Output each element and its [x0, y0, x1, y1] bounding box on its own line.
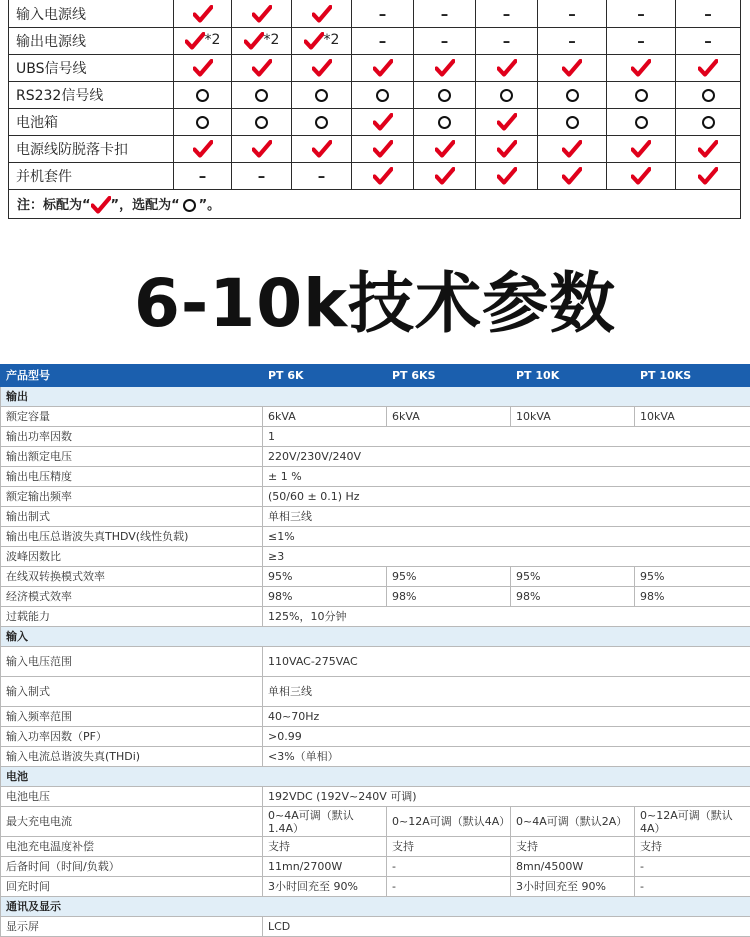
- row-label: 回充时间: [1, 877, 263, 897]
- cell: [232, 55, 292, 82]
- cell: [476, 28, 538, 55]
- cell: [607, 136, 676, 163]
- dash-symbol: –: [568, 32, 576, 50]
- dash-symbol: –: [704, 5, 712, 23]
- row-label: 电池充电温度补偿: [1, 837, 263, 857]
- table-row: [1, 787, 750, 807]
- cell: [174, 82, 232, 109]
- checkmark-icon: [304, 32, 324, 50]
- cell: [676, 0, 741, 28]
- checkmark-icon: [373, 59, 393, 77]
- section-comm: [1, 897, 750, 917]
- table-row: [9, 55, 741, 82]
- row-label: 输出电压总谐波失真THDV(线性负载): [1, 527, 263, 547]
- cell: [352, 28, 414, 55]
- table-row: [1, 407, 750, 427]
- cell: [174, 136, 232, 163]
- section-title: 通讯及显示: [1, 897, 750, 917]
- checkmark-icon: [373, 167, 393, 185]
- cell: [538, 136, 607, 163]
- row-label: 最大充电电流: [1, 807, 263, 837]
- cell: [292, 55, 352, 82]
- checkmark-icon: [435, 167, 455, 185]
- checkmark-icon: [698, 59, 718, 77]
- section-title: 电池: [1, 767, 750, 787]
- header-pt6k: PT 6K: [263, 365, 387, 387]
- circle-icon: [196, 89, 209, 102]
- legend-note: [9, 190, 741, 219]
- cell: 125%，10分钟: [263, 607, 750, 627]
- cell: [676, 82, 741, 109]
- cell: 3小时回充至 90%: [263, 877, 387, 897]
- checkmark-icon: [562, 167, 582, 185]
- cell: 98%: [263, 587, 387, 607]
- cell: 95%: [635, 567, 750, 587]
- cell: [352, 82, 414, 109]
- cell: 支持: [511, 837, 635, 857]
- section-input: [1, 627, 750, 647]
- cell: [607, 82, 676, 109]
- table-row: [1, 837, 750, 857]
- row-label: 额定输出频率: [1, 487, 263, 507]
- circle-icon: [196, 116, 209, 129]
- cell: ± 1 %: [263, 467, 750, 487]
- row-label: 显示屏: [1, 917, 263, 937]
- cell: [607, 55, 676, 82]
- cell: [292, 82, 352, 109]
- circle-icon: [376, 89, 389, 102]
- circle-icon: [255, 116, 268, 129]
- header-pt10k: PT 10K: [511, 365, 635, 387]
- cell: [676, 109, 741, 136]
- circle-icon: [635, 89, 648, 102]
- cell: 1: [263, 427, 750, 447]
- cell: [352, 136, 414, 163]
- checkmark-icon: [185, 32, 205, 50]
- cell: 40~70Hz: [263, 707, 750, 727]
- cell: [292, 0, 352, 28]
- dash-symbol: –: [704, 32, 712, 50]
- row-label: 额定容量: [1, 407, 263, 427]
- circle-icon: [315, 89, 328, 102]
- circle-icon: [255, 89, 268, 102]
- cell: [232, 82, 292, 109]
- cell: [232, 0, 292, 28]
- footnote-mark: *2: [264, 32, 280, 48]
- cell: 6kVA: [387, 407, 511, 427]
- table-row: [1, 747, 750, 767]
- checkmark-icon: [312, 5, 332, 23]
- checkmark-icon: [373, 140, 393, 158]
- page-title: 6-10k技术参数: [0, 250, 750, 345]
- table-row: [1, 547, 750, 567]
- table-row: [1, 467, 750, 487]
- dash-symbol: –: [379, 32, 387, 50]
- circle-icon: [635, 116, 648, 129]
- cell: [232, 28, 292, 55]
- cell: LCD: [263, 917, 750, 937]
- checkmark-icon: [631, 167, 651, 185]
- cell: [476, 0, 538, 28]
- cell: [174, 0, 232, 28]
- header-model: 产品型号: [1, 365, 263, 387]
- section-title: 输出: [1, 387, 750, 407]
- checkmark-icon: [497, 113, 517, 131]
- dash-symbol: –: [379, 5, 387, 23]
- dash-symbol: –: [503, 5, 511, 23]
- checkmark-icon: [497, 140, 517, 158]
- cell: [607, 28, 676, 55]
- table-row: [1, 447, 750, 467]
- cell: [476, 55, 538, 82]
- cell: [414, 28, 476, 55]
- dash-symbol: –: [441, 32, 449, 50]
- cell: 支持: [387, 837, 511, 857]
- cell: [676, 136, 741, 163]
- table-row: [1, 487, 750, 507]
- checkmark-icon: [193, 5, 213, 23]
- table-row: [1, 647, 750, 677]
- table-row: [1, 677, 750, 707]
- checkmark-icon: [631, 59, 651, 77]
- cell: 110VAC-275VAC: [263, 647, 750, 677]
- cell: 220V/230V/240V: [263, 447, 750, 467]
- circle-icon: [566, 89, 579, 102]
- cell: 6kVA: [263, 407, 387, 427]
- checkmark-icon: [193, 140, 213, 158]
- row-label: 电池电压: [1, 787, 263, 807]
- checkmark-icon: [91, 196, 111, 214]
- cell: 单相三线: [263, 507, 750, 527]
- cell: [232, 163, 292, 190]
- row-label: 经济模式效率: [1, 587, 263, 607]
- cell: [352, 0, 414, 28]
- note-prefix: 注：标配为“: [17, 198, 91, 213]
- row-label: 电池箱: [9, 109, 174, 136]
- cell: 0~12A可调（默认4A）: [387, 807, 511, 837]
- cell: [292, 136, 352, 163]
- table-row: [9, 28, 741, 55]
- spec-header-row: [1, 365, 750, 387]
- row-label: 输入电压范围: [1, 647, 263, 677]
- checkmark-icon: [193, 59, 213, 77]
- cell: [292, 28, 352, 55]
- cell: [676, 163, 741, 190]
- row-label: 输入电源线: [9, 0, 174, 28]
- cell: [174, 28, 232, 55]
- table-row: [1, 707, 750, 727]
- dash-symbol: –: [199, 167, 207, 185]
- cell: 95%: [511, 567, 635, 587]
- circle-icon: [500, 89, 513, 102]
- section-output: [1, 387, 750, 407]
- section-title: 输入: [1, 627, 750, 647]
- dash-symbol: –: [637, 32, 645, 50]
- row-label: 输入功率因数（PF）: [1, 727, 263, 747]
- cell: [607, 163, 676, 190]
- cell: 10kVA: [511, 407, 635, 427]
- checkmark-icon: [698, 140, 718, 158]
- row-label: 输出功率因数: [1, 427, 263, 447]
- table-row: [1, 857, 750, 877]
- table-row: [9, 0, 741, 28]
- checkmark-icon: [435, 140, 455, 158]
- row-label: 输出制式: [1, 507, 263, 527]
- cell: [538, 109, 607, 136]
- cell: 98%: [635, 587, 750, 607]
- cell: 0~4A可调（默认2A）: [511, 807, 635, 837]
- row-label: 在线双转换模式效率: [1, 567, 263, 587]
- cell: ≤1%: [263, 527, 750, 547]
- cell: 192VDC (192V~240V 可调): [263, 787, 750, 807]
- spec-table: [0, 364, 750, 937]
- cell: [538, 0, 607, 28]
- cell: [292, 109, 352, 136]
- cell: [414, 0, 476, 28]
- checkmark-icon: [252, 5, 272, 23]
- table-row: [1, 917, 750, 937]
- cell: [476, 109, 538, 136]
- table-row: [1, 727, 750, 747]
- table-row: [1, 507, 750, 527]
- table-row: [1, 877, 750, 897]
- checkmark-icon: [497, 59, 517, 77]
- table-row: [9, 109, 741, 136]
- circle-icon: [566, 116, 579, 129]
- checkmark-icon: [698, 167, 718, 185]
- cell: [174, 163, 232, 190]
- note-middle: ”，选配为“: [111, 198, 180, 213]
- cell: 98%: [511, 587, 635, 607]
- checkmark-icon: [244, 32, 264, 50]
- cell: [352, 109, 414, 136]
- cell: [676, 55, 741, 82]
- cell: -: [635, 877, 750, 897]
- table-row: [1, 527, 750, 547]
- row-label: 输出电压精度: [1, 467, 263, 487]
- checkmark-icon: [435, 59, 455, 77]
- cell: 11mn/2700W: [263, 857, 387, 877]
- table-row: [1, 807, 750, 837]
- cell: [292, 163, 352, 190]
- checkmark-icon: [373, 113, 393, 131]
- table-row: [9, 136, 741, 163]
- cell: [538, 82, 607, 109]
- dash-symbol: –: [568, 5, 576, 23]
- cell: 8mn/4500W: [511, 857, 635, 877]
- row-label: UBS信号线: [9, 55, 174, 82]
- note-suffix: ”。: [199, 198, 221, 213]
- circle-icon: [438, 89, 451, 102]
- checkmark-icon: [562, 140, 582, 158]
- row-label: 过载能力: [1, 607, 263, 627]
- cell: 支持: [263, 837, 387, 857]
- cell: 0~12A可调（默认4A）: [635, 807, 750, 837]
- checkmark-icon: [562, 59, 582, 77]
- row-label: RS232信号线: [9, 82, 174, 109]
- circle-icon: [702, 116, 715, 129]
- circle-icon: [438, 116, 451, 129]
- cell: [538, 28, 607, 55]
- cell: [607, 0, 676, 28]
- cell: [174, 55, 232, 82]
- header-pt6ks: PT 6KS: [387, 365, 511, 387]
- row-label: 输入制式: [1, 677, 263, 707]
- cell: 10kVA: [635, 407, 750, 427]
- row-label: 电源线防脱落卡扣: [9, 136, 174, 163]
- checkmark-icon: [631, 140, 651, 158]
- dash-symbol: –: [441, 5, 449, 23]
- table-row: [9, 82, 741, 109]
- circle-icon: [183, 199, 196, 212]
- cell: 0~4A可调（默认1.4A）: [263, 807, 387, 837]
- cell: [414, 136, 476, 163]
- dash-symbol: –: [503, 32, 511, 50]
- cell: [352, 163, 414, 190]
- table-row: [1, 607, 750, 627]
- checkmark-icon: [312, 59, 332, 77]
- cell: 单相三线: [263, 677, 750, 707]
- note-row: [9, 190, 741, 219]
- cell: >0.99: [263, 727, 750, 747]
- circle-icon: [702, 89, 715, 102]
- cell: [174, 109, 232, 136]
- footnote-mark: *2: [205, 32, 221, 48]
- cell: [232, 109, 292, 136]
- cell: [414, 163, 476, 190]
- cell: [232, 136, 292, 163]
- accessory-table: [8, 0, 741, 219]
- row-label: 输出电源线: [9, 28, 174, 55]
- row-label: 输入频率范围: [1, 707, 263, 727]
- cell: -: [635, 857, 750, 877]
- cell: [414, 109, 476, 136]
- cell: [414, 55, 476, 82]
- cell: [538, 55, 607, 82]
- cell: 95%: [387, 567, 511, 587]
- table-row: [1, 567, 750, 587]
- header-pt10ks: PT 10KS: [635, 365, 750, 387]
- dash-symbol: –: [318, 167, 326, 185]
- cell: [476, 163, 538, 190]
- footnote-mark: *2: [324, 32, 340, 48]
- cell: 3小时回充至 90%: [511, 877, 635, 897]
- row-label: 并机套件: [9, 163, 174, 190]
- cell: [414, 82, 476, 109]
- checkmark-icon: [312, 140, 332, 158]
- cell: -: [387, 877, 511, 897]
- table-row: [1, 587, 750, 607]
- row-label: 波峰因数比: [1, 547, 263, 567]
- cell: <3%（单相）: [263, 747, 750, 767]
- row-label: 输入电流总谐波失真(THDi): [1, 747, 263, 767]
- cell: [476, 82, 538, 109]
- cell: [676, 28, 741, 55]
- row-label: 输出额定电压: [1, 447, 263, 467]
- cell: [607, 109, 676, 136]
- dash-symbol: –: [258, 167, 266, 185]
- cell: 98%: [387, 587, 511, 607]
- cell: [538, 163, 607, 190]
- cell: -: [387, 857, 511, 877]
- cell: ≥3: [263, 547, 750, 567]
- checkmark-icon: [252, 140, 272, 158]
- section-battery: [1, 767, 750, 787]
- cell: (50/60 ± 0.1) Hz: [263, 487, 750, 507]
- cell: [476, 136, 538, 163]
- cell: 支持: [635, 837, 750, 857]
- checkmark-icon: [252, 59, 272, 77]
- cell: 95%: [263, 567, 387, 587]
- table-row: [1, 427, 750, 447]
- row-label: 后备时间（时间/负载）: [1, 857, 263, 877]
- circle-icon: [315, 116, 328, 129]
- dash-symbol: –: [637, 5, 645, 23]
- checkmark-icon: [497, 167, 517, 185]
- cell: [352, 55, 414, 82]
- table-row: [9, 163, 741, 190]
